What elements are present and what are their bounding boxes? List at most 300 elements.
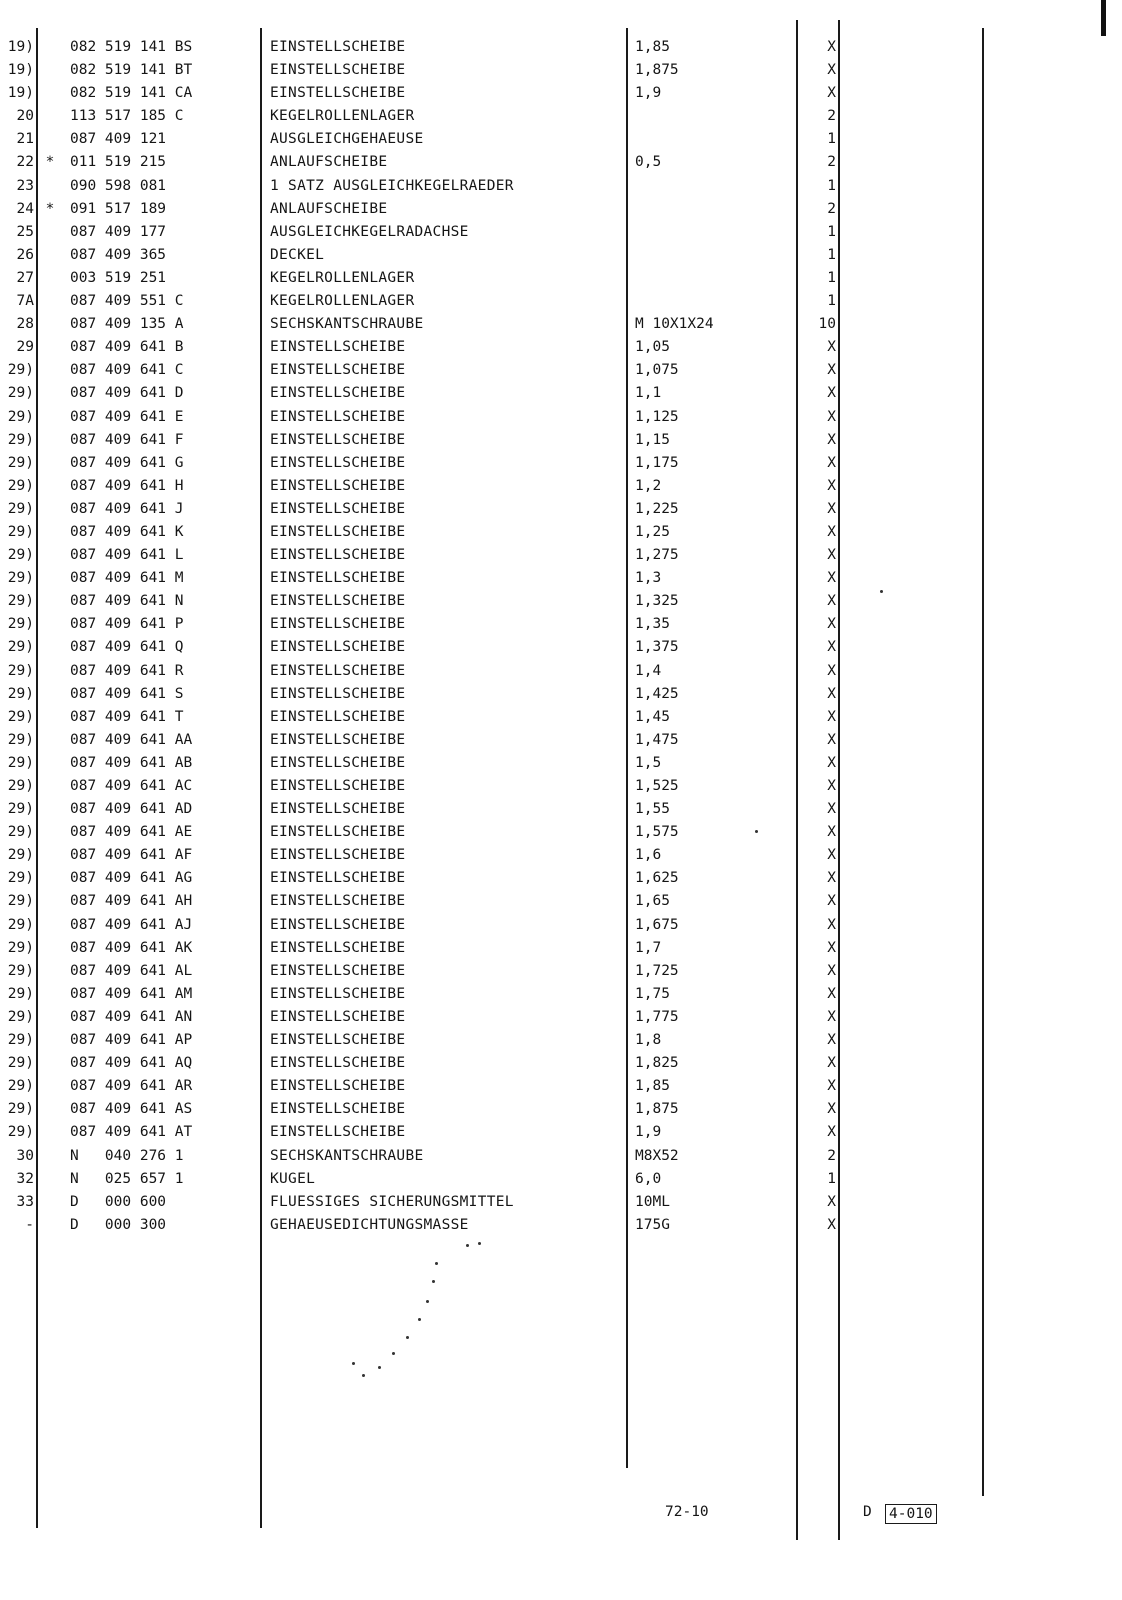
row-part-number: 113 517 185 C [70, 108, 184, 125]
row-ref: 28 [16, 316, 34, 333]
row-specification: 1,85 [635, 1078, 670, 1095]
row-ref: 29) [7, 962, 34, 979]
row-quantity: X [827, 62, 836, 79]
row-description: EINSTELLSCHEIBE [270, 500, 406, 517]
row-quantity: X [827, 85, 836, 102]
row-description: EINSTELLSCHEIBE [270, 893, 406, 910]
row-specification: M8X52 [635, 1147, 679, 1164]
table-row [0, 1191, 1122, 1214]
row-part-number: 087 409 641 AB [70, 754, 193, 771]
row-quantity: X [827, 616, 836, 633]
table-row [0, 544, 1122, 567]
row-quantity: X [827, 1193, 836, 1210]
row-quantity: X [827, 547, 836, 564]
row-description: EINSTELLSCHEIBE [270, 1078, 406, 1095]
row-description: AUSGLEICHGEHAEUSE [270, 131, 424, 148]
row-part-number: 087 409 641 Q [70, 639, 184, 656]
row-part-number: 087 409 641 AF [70, 847, 193, 864]
row-specification: 1,5 [635, 754, 662, 771]
row-specification: 1,3 [635, 570, 662, 587]
row-specification: 1,9 [635, 1124, 662, 1141]
row-description: EINSTELLSCHEIBE [270, 778, 406, 794]
row-specification: 1,325 [635, 593, 679, 610]
row-description: EINSTELLSCHEIBE [270, 962, 406, 979]
row-part-number: 087 409 365 [70, 246, 167, 263]
row-description: EINSTELLSCHEIBE [270, 754, 406, 771]
row-quantity: X [827, 962, 836, 979]
row-quantity: X [827, 708, 836, 725]
row-quantity: 2 [827, 108, 836, 125]
table-row [0, 244, 1122, 267]
row-quantity: X [827, 824, 836, 841]
row-quantity: 2 [827, 1147, 836, 1164]
row-description: KEGELROLLENLAGER [270, 293, 415, 310]
table-row [0, 1052, 1122, 1075]
row-description: EINSTELLSCHEIBE [270, 870, 406, 887]
table-row [0, 1121, 1122, 1144]
row-specification: 1,9 [635, 85, 662, 102]
row-specification: 6,0 [635, 1170, 662, 1187]
row-description: EINSTELLSCHEIBE [270, 708, 406, 725]
row-specification: 1,8 [635, 1032, 662, 1049]
row-specification: 1,275 [635, 547, 679, 564]
table-row [0, 1145, 1122, 1168]
row-specification: 1,425 [635, 685, 679, 702]
row-part-number: 087 409 641 AA [70, 731, 193, 748]
table-row [0, 105, 1122, 128]
row-ref: 29) [7, 1078, 34, 1095]
row-description: EINSTELLSCHEIBE [270, 477, 406, 494]
row-quantity: X [827, 870, 836, 887]
row-specification: 1,075 [635, 362, 679, 379]
row-part-number: 087 409 641 AJ [70, 916, 193, 933]
language-code: D [863, 1504, 872, 1520]
row-part-number: 087 409 641 AN [70, 1008, 193, 1025]
row-ref: 29) [7, 916, 34, 933]
row-part-number: 087 409 641 M [70, 570, 184, 587]
table-row [0, 914, 1122, 937]
row-quantity: 1 [827, 269, 836, 286]
row-quantity: 1 [827, 131, 836, 148]
row-ref: 29) [7, 847, 34, 864]
table-row [0, 36, 1122, 59]
row-part-number: 011 519 215 [70, 154, 167, 171]
row-ref: 7A [16, 293, 34, 310]
row-part-number: 087 409 641 B [70, 339, 184, 356]
table-row [0, 775, 1122, 798]
row-ref: 29) [7, 731, 34, 748]
table-row [0, 983, 1122, 1006]
row-ref: 29) [7, 754, 34, 771]
row-description: 1 SATZ AUSGLEICHKEGELRAEDER [270, 177, 514, 194]
table-row [0, 429, 1122, 452]
row-ref: 29) [7, 708, 34, 725]
row-ref: 27 [16, 269, 34, 286]
row-quantity: 1 [827, 246, 836, 263]
row-description: SECHSKANTSCHRAUBE [270, 316, 424, 333]
row-description: ANLAUFSCHEIBE [270, 154, 388, 171]
table-row [0, 1029, 1122, 1052]
row-specification: 1,375 [635, 639, 679, 656]
row-quantity: X [827, 454, 836, 471]
row-description: EINSTELLSCHEIBE [270, 1101, 406, 1118]
table-row [0, 313, 1122, 336]
row-part-number: 087 409 551 C [70, 293, 184, 310]
row-quantity: X [827, 362, 836, 379]
row-quantity: X [827, 939, 836, 956]
row-part-number: 087 409 641 P [70, 616, 184, 633]
row-ref: - [25, 1216, 34, 1233]
row-ref: 29) [7, 985, 34, 1002]
row-ref: 21 [16, 131, 34, 148]
row-quantity: X [827, 1124, 836, 1141]
table-row [0, 798, 1122, 821]
row-quantity: X [827, 408, 836, 425]
table-row [0, 613, 1122, 636]
row-ref: 29) [7, 1124, 34, 1141]
row-quantity: X [827, 500, 836, 517]
table-row [0, 521, 1122, 544]
row-description: EINSTELLSCHEIBE [270, 939, 406, 956]
table-row [0, 890, 1122, 913]
row-ref: 29) [7, 593, 34, 610]
table-row [0, 359, 1122, 382]
row-quantity: X [827, 847, 836, 864]
row-part-number: 087 409 641 T [70, 708, 184, 725]
table-row [0, 1006, 1122, 1029]
row-part-number: 087 409 135 A [70, 316, 184, 333]
row-description: EINSTELLSCHEIBE [270, 731, 406, 748]
row-quantity: 1 [827, 1170, 836, 1187]
row-quantity: X [827, 662, 836, 679]
table-row [0, 844, 1122, 867]
row-specification: 1,65 [635, 893, 670, 910]
row-quantity: X [827, 593, 836, 610]
row-ref: 20 [16, 108, 34, 125]
row-part-number: 087 409 641 AM [70, 985, 193, 1002]
row-part-number: 087 409 641 AD [70, 801, 193, 818]
table-row [0, 1098, 1122, 1121]
row-quantity: 1 [827, 293, 836, 310]
row-description: EINSTELLSCHEIBE [270, 339, 406, 356]
row-ref: 26 [16, 246, 34, 263]
row-part-number: D 000 600 [70, 1193, 167, 1210]
row-ref: 29) [7, 893, 34, 910]
row-quantity: X [827, 339, 836, 356]
row-specification: 1,85 [635, 39, 670, 55]
row-ref: 29) [7, 778, 34, 794]
row-ref: 32 [16, 1170, 34, 1187]
table-row [0, 498, 1122, 521]
row-ref: 29) [7, 570, 34, 587]
row-ref: 29) [7, 523, 34, 540]
table-row [0, 729, 1122, 752]
row-description: EINSTELLSCHEIBE [270, 547, 406, 564]
row-specification: 1,4 [635, 662, 662, 679]
table-row [0, 128, 1122, 151]
row-quantity: 10 [818, 316, 836, 333]
row-part-number: 087 409 641 AK [70, 939, 193, 956]
row-description: EINSTELLSCHEIBE [270, 847, 406, 864]
table-row [0, 636, 1122, 659]
row-quantity: X [827, 431, 836, 448]
row-part-number: 082 519 141 BS [70, 39, 193, 55]
row-part-number: 087 409 641 G [70, 454, 184, 471]
row-quantity: X [827, 1008, 836, 1025]
row-description: EINSTELLSCHEIBE [270, 408, 406, 425]
row-ref: 29) [7, 1008, 34, 1025]
row-description: EINSTELLSCHEIBE [270, 916, 406, 933]
row-ref: 29) [7, 1101, 34, 1118]
row-part-number: 091 517 189 [70, 200, 167, 217]
table-row [0, 290, 1122, 313]
row-quantity: X [827, 685, 836, 702]
row-description: EINSTELLSCHEIBE [270, 85, 406, 102]
row-part-number: 087 409 641 K [70, 523, 184, 540]
row-quantity: 1 [827, 223, 836, 240]
row-ref: 29) [7, 824, 34, 841]
row-ref: 22 [16, 154, 34, 171]
row-quantity: X [827, 39, 836, 55]
row-quantity: X [827, 570, 836, 587]
table-row [0, 59, 1122, 82]
row-specification: 1,125 [635, 408, 679, 425]
row-ref: 29) [7, 639, 34, 656]
row-description: FLUESSIGES SICHERUNGSMITTEL [270, 1193, 514, 1210]
row-ref: 19) [7, 39, 34, 55]
row-ref: 29) [7, 801, 34, 818]
table-row [0, 960, 1122, 983]
row-part-number: 082 519 141 CA [70, 85, 193, 102]
row-ref: 30 [16, 1147, 34, 1164]
row-description: EINSTELLSCHEIBE [270, 1032, 406, 1049]
row-part-number: 087 409 641 H [70, 477, 184, 494]
row-description: KUGEL [270, 1170, 316, 1187]
row-part-number: 087 409 641 F [70, 431, 184, 448]
table-row [0, 1214, 1122, 1237]
row-ref: 33 [16, 1193, 34, 1210]
row-part-number: 087 409 641 R [70, 662, 184, 679]
row-quantity: 2 [827, 200, 836, 217]
row-part-number: 087 409 641 AS [70, 1101, 193, 1118]
table-row [0, 1168, 1122, 1191]
row-part-number: 087 409 641 AH [70, 893, 193, 910]
row-quantity: 2 [827, 154, 836, 171]
row-description: EINSTELLSCHEIBE [270, 39, 406, 55]
row-description: EINSTELLSCHEIBE [270, 1124, 406, 1141]
row-ref: 23 [16, 177, 34, 194]
row-part-number: 087 409 177 [70, 223, 167, 240]
row-specification: 1,175 [635, 454, 679, 471]
row-part-number: 087 409 641 N [70, 593, 184, 610]
table-row [0, 382, 1122, 405]
row-description: EINSTELLSCHEIBE [270, 431, 406, 448]
row-quantity: X [827, 477, 836, 494]
row-ref: 24 [16, 200, 34, 217]
row-mark: * [45, 154, 55, 171]
row-specification: 1,45 [635, 708, 670, 725]
row-ref: 29) [7, 362, 34, 379]
row-part-number: 087 409 641 AG [70, 870, 193, 887]
table-row [0, 590, 1122, 613]
row-quantity: X [827, 985, 836, 1002]
row-quantity: X [827, 1101, 836, 1118]
row-ref: 29) [7, 1055, 34, 1072]
row-part-number: 003 519 251 [70, 269, 167, 286]
row-part-number: D 000 300 [70, 1216, 167, 1233]
row-quantity: 1 [827, 177, 836, 194]
row-part-number: 087 409 641 AC [70, 778, 193, 794]
row-ref: 29) [7, 685, 34, 702]
row-specification: M 10X1X24 [635, 316, 714, 333]
row-description: EINSTELLSCHEIBE [270, 685, 406, 702]
row-part-number: 087 409 641 AR [70, 1078, 193, 1095]
row-quantity: X [827, 916, 836, 933]
table-row [0, 752, 1122, 775]
table-row [0, 267, 1122, 290]
row-description: EINSTELLSCHEIBE [270, 801, 406, 818]
row-specification: 1,75 [635, 985, 670, 1002]
row-description: EINSTELLSCHEIBE [270, 385, 406, 402]
row-specification: 1,6 [635, 847, 662, 864]
table-row [0, 406, 1122, 429]
row-specification: 1,825 [635, 1055, 679, 1072]
row-specification: 1,525 [635, 778, 679, 794]
row-ref: 29 [16, 339, 34, 356]
row-quantity: X [827, 1078, 836, 1095]
row-specification: 1,625 [635, 870, 679, 887]
row-ref: 29) [7, 431, 34, 448]
row-specification: 1,25 [635, 523, 670, 540]
row-specification: 1,15 [635, 431, 670, 448]
row-ref: 29) [7, 662, 34, 679]
row-quantity: X [827, 778, 836, 794]
row-description: EINSTELLSCHEIBE [270, 639, 406, 656]
row-part-number: 087 409 641 D [70, 385, 184, 402]
row-part-number: 087 409 641 L [70, 547, 184, 564]
row-description: EINSTELLSCHEIBE [270, 824, 406, 841]
row-specification: 1,55 [635, 801, 670, 818]
row-part-number: 087 409 641 AQ [70, 1055, 193, 1072]
page-number: 72-10 [665, 1504, 709, 1520]
table-row [0, 683, 1122, 706]
row-ref: 29) [7, 500, 34, 517]
row-specification: 1,575 [635, 824, 679, 841]
table-row [0, 475, 1122, 498]
row-quantity: X [827, 1032, 836, 1049]
row-quantity: X [827, 523, 836, 540]
row-quantity: X [827, 1216, 836, 1233]
table-row [0, 660, 1122, 683]
row-specification: 1,675 [635, 916, 679, 933]
row-quantity: X [827, 893, 836, 910]
row-ref: 29) [7, 1032, 34, 1049]
row-specification: 1,2 [635, 477, 662, 494]
table-row [0, 821, 1122, 844]
table-row [0, 1075, 1122, 1098]
row-specification: 1,05 [635, 339, 670, 356]
row-description: ANLAUFSCHEIBE [270, 200, 388, 217]
row-ref: 29) [7, 385, 34, 402]
row-part-number: 087 409 641 J [70, 500, 184, 517]
row-ref: 29) [7, 408, 34, 425]
row-part-number: 087 409 641 AE [70, 824, 193, 841]
row-part-number: 087 409 121 [70, 131, 167, 148]
row-description: SECHSKANTSCHRAUBE [270, 1147, 424, 1164]
row-specification: 1,1 [635, 385, 662, 402]
row-part-number: 087 409 641 AT [70, 1124, 193, 1141]
row-quantity: X [827, 801, 836, 818]
row-ref: 29) [7, 870, 34, 887]
row-specification: 175G [635, 1216, 670, 1233]
row-quantity: X [827, 754, 836, 771]
row-specification: 1,875 [635, 1101, 679, 1118]
row-description: KEGELROLLENLAGER [270, 269, 415, 286]
row-ref: 25 [16, 223, 34, 240]
row-part-number: 087 409 641 E [70, 408, 184, 425]
row-specification: 0,5 [635, 154, 662, 171]
row-part-number: 087 409 641 AL [70, 962, 193, 979]
row-specification: 1,225 [635, 500, 679, 517]
row-description: EINSTELLSCHEIBE [270, 616, 406, 633]
row-ref: 29) [7, 454, 34, 471]
row-description: EINSTELLSCHEIBE [270, 362, 406, 379]
table-row [0, 336, 1122, 359]
row-description: EINSTELLSCHEIBE [270, 454, 406, 471]
row-part-number: N 040 276 1 [70, 1147, 184, 1164]
table-row [0, 567, 1122, 590]
row-part-number: 087 409 641 S [70, 685, 184, 702]
edge-mark [1101, 0, 1106, 36]
row-description: EINSTELLSCHEIBE [270, 62, 406, 79]
row-part-number: 090 598 081 [70, 177, 167, 194]
row-description: EINSTELLSCHEIBE [270, 1008, 406, 1025]
row-description: EINSTELLSCHEIBE [270, 523, 406, 540]
row-description: AUSGLEICHKEGELRADACHSE [270, 223, 469, 240]
row-part-number: N 025 657 1 [70, 1170, 184, 1187]
row-mark: * [45, 200, 55, 217]
row-quantity: X [827, 385, 836, 402]
table-row [0, 198, 1122, 221]
section-code: 4-010 [885, 1504, 937, 1524]
row-description: DECKEL [270, 246, 325, 263]
row-ref: 29) [7, 547, 34, 564]
table-row [0, 706, 1122, 729]
table-row [0, 151, 1122, 174]
row-part-number: 087 409 641 AP [70, 1032, 193, 1049]
row-specification: 10ML [635, 1193, 670, 1210]
table-row [0, 82, 1122, 105]
row-description: EINSTELLSCHEIBE [270, 570, 406, 587]
row-ref: 19) [7, 85, 34, 102]
table-row [0, 937, 1122, 960]
row-part-number: 082 519 141 BT [70, 62, 193, 79]
row-specification: 1,875 [635, 62, 679, 79]
row-description: GEHAEUSEDICHTUNGSMASSE [270, 1216, 469, 1233]
row-ref: 19) [7, 62, 34, 79]
row-description: EINSTELLSCHEIBE [270, 985, 406, 1002]
row-quantity: X [827, 1055, 836, 1072]
row-description: EINSTELLSCHEIBE [270, 593, 406, 610]
row-ref: 29) [7, 616, 34, 633]
row-description: KEGELROLLENLAGER [270, 108, 415, 125]
row-ref: 29) [7, 477, 34, 494]
row-quantity: X [827, 639, 836, 656]
table-row [0, 175, 1122, 198]
row-specification: 1,775 [635, 1008, 679, 1025]
row-description: EINSTELLSCHEIBE [270, 1055, 406, 1072]
row-description: EINSTELLSCHEIBE [270, 662, 406, 679]
